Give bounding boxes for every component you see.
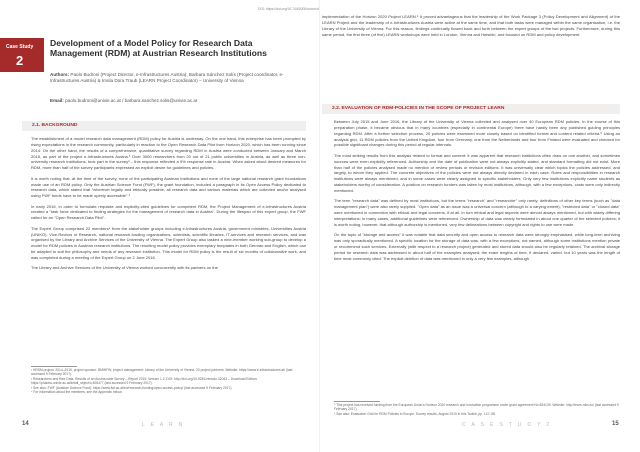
page-gutter bbox=[319, 0, 320, 452]
paragraph: On the topic of "storage and access" it was notable that data security and open access to research data were strongly emphasised, while long-term archiving was only sporadically mentioned. A specific location for the storage of data was, with a few exceptions, not named, although some institutions mention private or recommend such services. Externally (with respect to a research project) generated and stored data should also be regularly retained. The archival storage period for research data was addressed in about half of the examples analysed; the exact lengths of time, if declared, varied, but 10 years was the length of time most commonly cited. The explicit deletion of data was mentioned in only a very few examples, although bbox=[334, 232, 620, 261]
right-body-text bbox=[334, 119, 620, 266]
email-line bbox=[50, 98, 306, 103]
footnote: ² Researchers and their Data. Results of an Austria-wide Survey – Report 2015. Version 1.2. DOI: http://doi.org/10.5281/zenodo.32043 – Download Edition: https://phaidra.univie.ac.at/detail_object/o:408477 (last accessed 9 February 2017). bbox=[31, 376, 258, 386]
footnote: ³ See also: FWF (Austrian Science Fund): https://www.fwf.ac.at/en/research-funding/open-access-policy/ (last accessed 9 February 2017). bbox=[31, 385, 233, 390]
left-footnotes bbox=[31, 368, 306, 394]
paragraph: The establishment of a model research data management (RDM) policy for Austria is underway. On the one hand, this enterprise has been prompted by rising expectations in the research community, particularly in reaction to the Open Research Data Pilot from Horizon 2020, which has been running since 2014. On the other hand, the results of a comprehensive, quantitative survey regarding RDM in Austria were conducted between January and March 2015, as part of the project e-Infrastructures Austria.¹ Over 3000 researchers from 20 out of 21 public universities in Austria, as well as three non-university research institutions, took part in the survey² – this response reflected a 9% response rate in Austria. When asked about desired measures for RDM, more than half of the survey participants expressed an explicit desire for guidelines and policies. bbox=[31, 136, 306, 171]
paragraph: Between July 2015 and June 2016, the Library of the University of Vienna collected and analysed over 40 European RDM policies. In the course of this preparation phase, it became obvious that in many countries (especially in continental Europe) there have hardly been any published guiding principles regarding RDM. After a further selection process, 20 policies were examined more closely based on identified format and content related criteria.⁶ Using an analysis grid, 11 RDM policies from the United Kingdom, four from Germany, one from the Netherlands and four from Finland were evaluated and checked for possible significant changes during this period at regular intervals. bbox=[334, 119, 620, 148]
footnote: ⁴ For information about the members, see the Appendix below. bbox=[31, 390, 123, 395]
right-top-text bbox=[322, 14, 620, 42]
left-body-text bbox=[31, 136, 306, 276]
authors-text: Paolo Budroni (Project Director, e-Infrastructures Austria), Barbara Sánchez Solís (Project coordinator, e-Infrastructures Austria) & Imola Dora Traub (LEARN Project Coordinator) – University of Vienna bbox=[50, 72, 284, 84]
authors-line bbox=[50, 72, 306, 84]
footnote: ¹ HRSM project, 2014–2019, project sponsor: BMWFW, project management: Library of the University of Vienna, 20 project partners. Website: https://www.e-infrastructures.at/ (last accessed 9 February 2017). bbox=[31, 368, 293, 377]
paragraph: The Expert Group comprised 22 members⁴ from the stakeholder groups including e-Infrastructures Austria, government ministries, Universities Austria (UNIKO), Vice-Rectors of Research, national research-funding organizations, scientists, scientific libraries, IT-services and research services, and was organised by the Library and Archive Services of the University of Vienna. The Expert Group also tasked a nine-member working sub-group to develop a model for RDM policies in Austrian research institutions. The resulting model policy provides exemplary templates in both German and English, which can be adapted to suit the philosophy and needs of any research institution. This model for RDM policy is the result of six months of collaborative work, and was completed during a meeting of the Expert Group on 2 June 2016. bbox=[31, 225, 306, 260]
right-page-number: 15 bbox=[612, 421, 619, 427]
article-title: Development of a Model Policy for Research Data Management (RDM) at Austrian Research Institutions bbox=[50, 38, 267, 58]
paragraph: implementation of the Horizon 2020 Project LEARN.⁵ It proved advantageous that the leadership of the Work Package 3 (Policy Development and Alignment) of the LEARN Project and the leadership of e-Infrastructures Austria were active at the same time, and that both tasks were managed within the same organisation, i.e. the Library of the University of Vienna. For this reason, findings continually flowed back and forth between the expert groups of the two projects. Furthermore, during this same period, the first three (of five) LEARN workshops were held in London, Vienna and Helsinki, and focused on RDM and policy development. bbox=[322, 14, 620, 37]
paragraph: In early 2016, in order to formulate requisite and explicitly-cited guidelines for competent RDM, the Project Management of e-Infrastructures Austria created a "task force dedicated to finding strategies for the management of research data in Austria". During the lifespan of this expert group, the FWF called for an "Open Research Data Pilot". bbox=[31, 203, 306, 221]
left-page-number: 14 bbox=[22, 421, 29, 427]
section-heading-evaluation: 2.2. EVALUATION OF RDM-POLICIES IN THE SCOPE OF PROJECT LEARN bbox=[322, 104, 620, 114]
right-footnotes bbox=[334, 403, 620, 416]
email-label: Email: bbox=[50, 98, 64, 103]
paragraph: The term "research data" was defined by most institutions, but the terms "research" and "researcher" only rarely; definitions of other key terms (such as "data management plan") were also rarely supplied. "Open data" as an issue was a universal concern (although to a varying extent); "restricted data" or "closed data" were mentioned in connection with ethical and legal concerns, if at all. In turn ethical and legal aspects were almost always mentioned, but with widely differing interpretations; in many cases, additional guidelines were referenced. Ownership of data was clearly formulated in about one quarter of the selected policies; it is worth noting, however, that although authorship is mentioned, very few delineations between copyright and rights to use were made. bbox=[334, 198, 620, 227]
authors-label: Authors: bbox=[50, 72, 70, 77]
section-heading-background: 2.1. BACKGROUND bbox=[22, 121, 306, 131]
paragraph: It is worth noting that, at the time of the survey, none of the participating Austrian institutions and none of the large national research grant foundations made use of an RDM policy. Only the Austrian Science Fund (FWF), the grant foundation, included a paragraph in its Open Access Policy dedicated to research data, which stated that "wherever legally and ethically possible, all research data and various materials which are collected and/or analysed using FWF funds have to be made openly accessible".³ bbox=[31, 175, 306, 199]
paragraph: The Library and Archive Services of the University of Vienna worked concurrently with its partners on the bbox=[31, 265, 218, 271]
paragraph: The most striking results from this analysis related to format and content: it was apparent that research institutions often draw on one another, and sometimes sources were even explicitly referenced. Authorship and the date of publication were not always explicitly stated, and standard formatting did not exist. More than half of the policies analysed made no mention of review periods or revision editions. It was universally clear which topics the policies addressed, and largely, to whom they applied. The concrete objectives of the policies were not always directly declared in each case. Roles and responsibilities in research institutions were always mentioned, and in some cases were clearly assigned to specific stakeholders. Only very few institutions explicitly name students as stakeholders worthy of consideration. A position on research funders was taken by most institutions, although, with a few exceptions, costs were only indirectly mentioned. bbox=[334, 152, 620, 193]
footnote: ⁵ This project has received funding from the European Union's Horizon 2020 research and innovation programme under grant agreement No 654139. Website: http://learn-rdm.eu/ (last accessed 9 February 2017). bbox=[334, 403, 619, 412]
left-running-footer: L E A R N bbox=[142, 422, 185, 428]
email-text[interactable]: paolo.budroni@univie.ac.at / barbara.sanchez.solis@univie.ac.at bbox=[65, 98, 198, 103]
case-study-label: Case Study bbox=[6, 44, 34, 50]
doi-line[interactable]: DOI: https://doi.org/10.7440/000/unav/cd bbox=[258, 7, 320, 11]
footnote: ⁶ See also: Evaluation Grid for RDM Policies in Europe. Survey results, August 2015 in this Toolkit, pp. 147–98. bbox=[334, 411, 496, 416]
footnote-divider bbox=[31, 366, 77, 367]
footnote-divider bbox=[334, 401, 380, 402]
case-study-number: 2 bbox=[16, 53, 24, 68]
right-running-footer: C A S E S T U D Y 2 bbox=[462, 422, 552, 428]
case-study-badge bbox=[0, 38, 44, 72]
